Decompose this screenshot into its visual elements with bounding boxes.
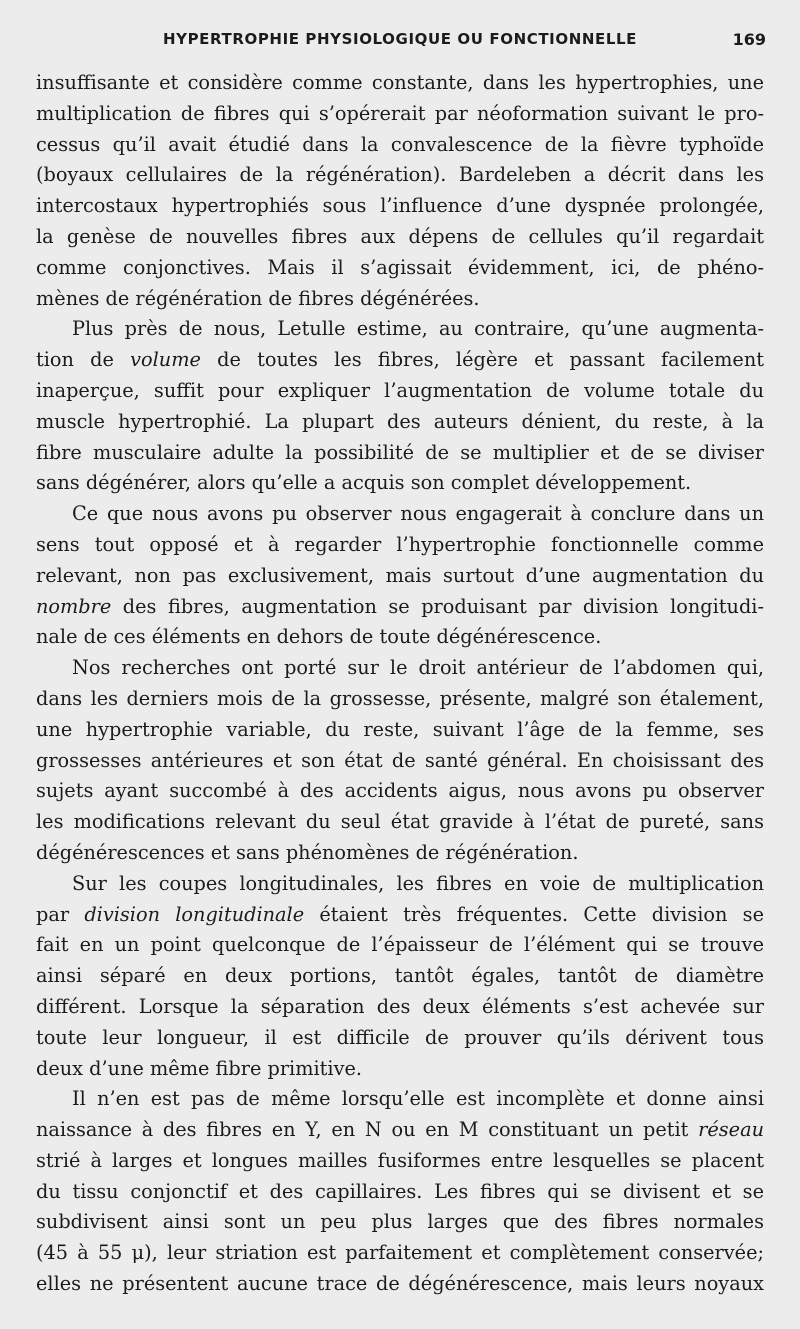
text-line: inaperçue, suffit pour expliquer l’augmentation de volume totale du [36,378,764,402]
text-run: de toutes les fibres, légère et passant facilement [200,348,764,372]
text-line: insuffisante et considère comme constante, dans les hypertrophies, une [36,71,764,94]
text-line: du tissu conjonctif et des capillaires. Les fibres qui se divisent et se [36,1179,764,1203]
body-text [36,68,764,1300]
text-line: muscle hypertrophié. La plupart des auteurs dénient, du reste, à la [36,409,764,433]
text-line [36,1115,764,1146]
text-run: par [36,902,85,926]
text-line: Sur les coupes longitudinales, les fibres en voie de multiplication [72,871,764,895]
text-line: Il n’en est pas de même lorsqu’elle est incomplète et donne ainsi [72,1087,764,1111]
text-line: fait en un point quelconque de l’épaisseur de l’élément qui se trouve [36,933,764,957]
text-line: (45 à 55 μ), leur striation est parfaitement et complètement conservée; [36,1241,764,1265]
text-line: toute leur longueur, il est difficile de prouver qu’ils dérivent tous [36,1025,764,1049]
text-line: cessus qu’il avait étudié dans la convalescence de la fièvre typhoïde [36,132,764,156]
text-line: strié à larges et longues mailles fusiformes entre lesquelles se placent [36,1148,764,1172]
running-title: HYPERTROPHIE PHYSIOLOGIQUE OU FONCTIONNELLE [162,30,638,48]
text-run: tion de [36,348,131,372]
text-line: comme conjonctives. Mais il s’agissait évidemment, ici, de phéno- [36,255,764,279]
italic-term: nombre [36,594,112,618]
text-line: nale de ces éléments en dehors de toute dégénérescence. [36,625,602,649]
text-line: mènes de régénération de fibres dégénérées. [36,286,480,310]
text-line: la genèse de nouvelles fibres aux dépens de cellules qu’il regardait [36,224,764,248]
text-line [36,900,764,931]
text-line: une hypertrophie variable, du reste, suivant l’âge de la femme, ses [36,717,764,741]
italic-term: division longitudinale [84,902,305,926]
text-line: elles ne présentent aucune trace de dégénérescence, mais leurs noyaux [36,1272,764,1296]
text-line: ainsi séparé en deux portions, tantôt égales, tantôt de diamètre [36,964,764,988]
text-line [36,592,764,623]
text-line: multiplication de fibres qui s’opérerait par néoformation suivant le pro- [36,101,764,125]
text-run: naissance à des fibres en Y, en N ou en M constituant un petit [36,1118,699,1142]
text-run: des fibres, augmentation se produisant par division longitudi- [111,594,764,618]
page-header [0,30,800,56]
text-run: étaient très fréquentes. Cette division se [304,902,764,926]
page-number: 169 [732,30,766,49]
text-line: Plus près de nous, Letulle estime, au contraire, qu’une augmenta- [72,317,764,341]
text-line: sujets ayant succombé à des accidents aigus, nous avons pu observer [36,779,764,803]
text-line: différent. Lorsque la séparation des deux éléments s’est achevée sur [36,994,764,1018]
text-line: dégénérescences et sans phénomènes de régénération. [36,840,579,864]
text-line: relevant, non pas exclusivement, mais surtout d’une augmentation du [36,563,764,587]
text-line: sens tout opposé et à regarder l’hypertrophie fonctionnelle comme [36,532,764,556]
italic-term: volume [130,348,201,372]
text-line: dans les derniers mois de la grossesse, présente, malgré son étalement, [36,686,764,710]
text-line: deux d’une même fibre primitive. [36,1056,363,1080]
italic-term: réseau [698,1118,764,1142]
text-line: Ce que nous avons pu observer nous engagerait à conclure dans un [72,502,764,526]
text-line: (boyaux cellulaires de la régénération). Bardeleben a décrit dans les [36,163,764,187]
text-line: Nos recherches ont porté sur le droit antérieur de l’abdomen qui, [72,656,764,680]
text-line: les modifications relevant du seul état gravide à l’état de pureté, sans [36,810,764,834]
text-line: grossesses antérieures et son état de santé général. En choisissant des [36,748,764,772]
text-line: subdivisent ainsi sont un peu plus larges que des fibres normales [36,1210,764,1234]
text-line: fibre musculaire adulte la possibilité de se multiplier et de se diviser [36,440,764,464]
text-line: intercostaux hypertrophiés sous l’influence d’une dyspnée prolongée, [36,194,764,218]
text-line [36,345,764,376]
text-line: sans dégénérer, alors qu’elle a acquis son complet développement. [36,471,692,495]
